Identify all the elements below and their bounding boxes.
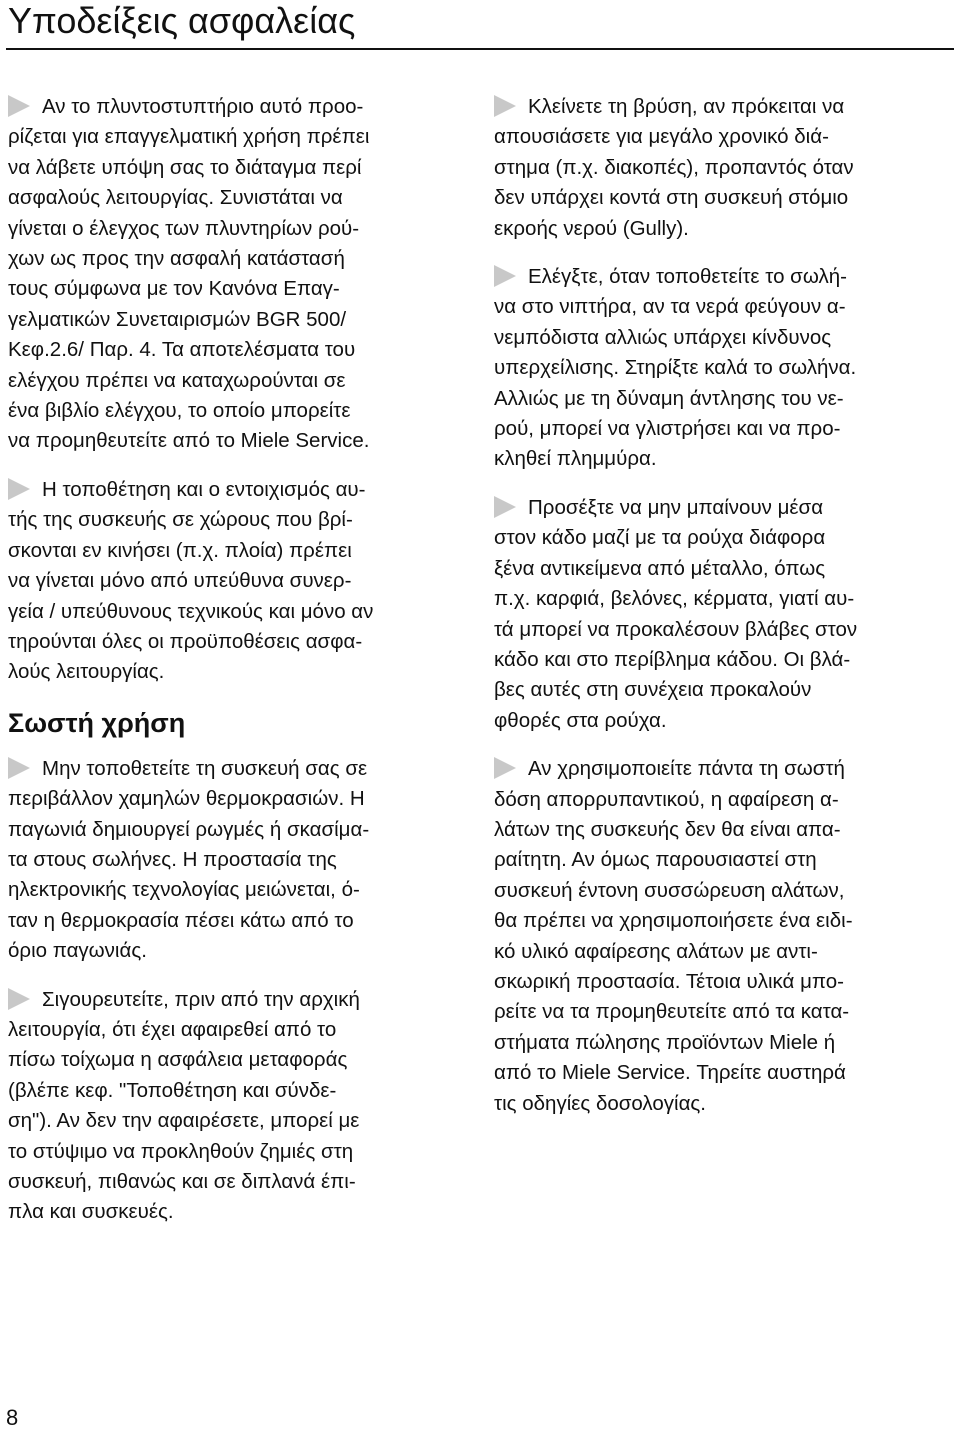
text-line: [494, 384, 952, 414]
section-heading: Σωστή χρήση: [8, 707, 186, 738]
text-line-content: Μην τοποθετείτε τη συσκευή σας σε: [42, 756, 368, 780]
text-line: [8, 305, 468, 335]
text-line-content: συσκευή έντονη συσσώρευση αλάτων,: [494, 878, 845, 902]
text-line-content: τις οδηγίες δοσολογίας.: [494, 1091, 707, 1115]
text-line-content: Σιγουρευτείτε, πριν από την αρχική: [42, 987, 360, 1011]
text-line: [494, 876, 952, 906]
text-line-content: (βλέπε κεφ. "Τοποθέτηση και σύνδε-: [8, 1078, 337, 1102]
text-line-content: τους σύμφωνα με τον Κανόνα Επαγ-: [8, 277, 340, 301]
text-line-content: ασφαλούς λειτουργίας. Συνιστάται να: [8, 186, 343, 210]
text-line-content: τής της συσκευής σε χώρους που βρί-: [8, 508, 353, 532]
text-line: [8, 566, 468, 596]
text-line-content: Κεφ.2.6/ Παρ. 4. Τα αποτελέσματα του: [8, 338, 356, 362]
text-line: [8, 366, 468, 396]
text-line-content: σκονται εν κινήσει (π.χ. πλοία) πρέπει: [8, 538, 352, 562]
text-line: [8, 906, 468, 936]
text-line-content: Ελέγξτε, όταν τοποθετείτε το σωλή-: [528, 265, 847, 289]
text-line: [8, 183, 468, 213]
text-line: [494, 906, 952, 936]
text-line-content: ένα βιβλίο ελέγχου, το οποίο μπορείτε: [8, 399, 351, 423]
text-line: [494, 92, 952, 122]
text-line: [494, 262, 952, 292]
text-line: [494, 1028, 952, 1058]
text-line-content: γίνεται ο έλεγχος των πλυντηρίων ρού-: [8, 216, 360, 240]
text-line: [8, 153, 468, 183]
text-line-content: γελματικών Συνεταιρισμών BGR 500/: [8, 307, 347, 331]
text-line-content: ραίτητη. Αν όμως παρουσιαστεί στη: [494, 848, 817, 872]
text-line: [494, 706, 952, 736]
bullet-triangle-icon: [8, 478, 30, 500]
text-line-content: π.χ. καρφιά, βελόνες, κέρματα, γιατί αυ-: [494, 587, 855, 611]
text-line-content: να λάβετε υπόψη σας το διάταγμα περί: [8, 155, 362, 179]
text-line: [494, 937, 952, 967]
text-line: [8, 985, 468, 1015]
text-line-content: φθορές στα ρούχα.: [494, 708, 667, 732]
text-line: [494, 675, 952, 705]
text-line: [494, 414, 952, 444]
text-line-content: κληθεί πλημμύρα.: [494, 447, 657, 471]
bullet-triangle-icon: [8, 757, 30, 779]
text-line: [8, 505, 468, 535]
text-line: [494, 967, 952, 997]
text-line: [8, 214, 468, 244]
text-line-content: τηρούνται όλες οι προϋποθέσεις ασφα-: [8, 629, 363, 653]
text-line-content: υπερχείλισης. Στηρίξτε καλά το σωλήνα.: [494, 356, 857, 380]
text-line-content: το στύψιμο να προκληθούν ζημιές στη: [8, 1139, 354, 1163]
text-line: [494, 122, 952, 152]
text-line: [8, 122, 468, 152]
page-title: Υποδείξεις ασφαλείας: [8, 0, 356, 41]
text-line-content: ελέγχου πρέπει να καταχωρούνται σε: [8, 368, 346, 392]
text-line-content: να προμηθευτείτε από το Miele Service.: [8, 429, 370, 453]
text-line-content: χων ως προς την ασφαλή κατάστασή: [8, 247, 345, 271]
text-line-content: βες αυτές στη συνέχεια προκαλούν: [494, 678, 812, 702]
text-line: [8, 396, 468, 426]
text-line-content: ηλεκτρονικής τεχνολογίας μειώνεται, ό-: [8, 878, 360, 902]
text-line: [8, 92, 468, 122]
text-line: [8, 627, 468, 657]
text-line: [494, 493, 952, 523]
left-column: [8, 92, 468, 1246]
text-line-content: ρίζεται για επαγγελματική χρήση πρέπει: [8, 125, 370, 149]
text-line-content: να στο νιπτήρα, αν τα νερά φεύγουν α-: [494, 295, 846, 319]
page-number: 8: [6, 1405, 19, 1430]
text-line: [8, 536, 468, 566]
text-line: [8, 1106, 468, 1136]
text-line-content: νεμπόδιστα αλλιώς υπάρχει κίνδυνος: [494, 325, 832, 349]
text-line: [494, 997, 952, 1027]
text-line-content: Αν το πλυντοστυπτήριο αυτό προο-: [42, 95, 364, 118]
text-line: [8, 936, 468, 966]
text-line: [8, 1015, 468, 1045]
text-line-content: θα πρέπει να χρησιμοποιήσετε ένα ειδι-: [494, 909, 853, 933]
text-line: [494, 1058, 952, 1088]
text-line-content: Η τοποθέτηση και ο εντοιχισμός αυ-: [42, 477, 366, 501]
text-line-content: στον κάδο μαζί με τα ρούχα διάφορα: [494, 526, 826, 550]
safety-paragraph: [8, 92, 468, 457]
text-line: [8, 335, 468, 365]
text-line: [8, 597, 468, 627]
text-line-content: Κλείνετε τη βρύση, αν πρόκειται να: [528, 95, 845, 118]
usage-paragraph: [8, 754, 468, 967]
text-line-content: συσκευή, πιθανώς και σε διπλανά έπι-: [8, 1170, 356, 1193]
bullet-triangle-icon: [8, 95, 30, 117]
text-line-content: παγωνιά δημιουργεί ρωγμές ή σκασίμα-: [8, 817, 370, 841]
bullet-triangle-icon: [494, 95, 516, 117]
safety-paragraph: [8, 475, 468, 688]
usage-paragraph: [494, 92, 952, 244]
bullet-triangle-icon: [494, 496, 516, 518]
usage-paragraph: [494, 262, 952, 475]
text-line-content: απουσιάσετε για μεγάλο χρονικό διά-: [494, 125, 829, 149]
text-line: [8, 754, 468, 784]
text-line: [494, 584, 952, 614]
text-line: [494, 845, 952, 875]
text-line: [494, 353, 952, 383]
usage-paragraph: [8, 985, 468, 1228]
text-line: [8, 845, 468, 875]
bullet-triangle-icon: [8, 988, 30, 1010]
bullet-triangle-icon: [494, 757, 516, 779]
text-line-content: λειτουργία, ότι έχει αφαιρεθεί από το: [8, 1017, 337, 1041]
text-line-content: δεν υπάρχει κοντά στη συσκευή στόμιο: [494, 186, 849, 210]
text-line: [494, 153, 952, 183]
text-line-content: ση"). Αν δεν την αφαιρέσετε, μπορεί με: [8, 1109, 360, 1133]
text-line: [494, 754, 952, 784]
text-line-content: Προσέξτε να μην μπαίνουν μέσα: [528, 495, 824, 519]
text-line-content: πλα και συσκευές.: [8, 1200, 174, 1224]
bullet-triangle-icon: [494, 265, 516, 287]
text-line: [8, 875, 468, 905]
usage-paragraph: [494, 493, 952, 736]
text-line: [8, 244, 468, 274]
text-line-content: κό υλικό αφαίρεσης αλάτων με αντι-: [494, 939, 818, 963]
text-line-content: ταν η θερμοκρασία πέσει κάτω από το: [8, 908, 354, 932]
text-line: [8, 426, 468, 456]
text-line: [494, 1089, 952, 1119]
text-line: [8, 1137, 468, 1167]
text-line-content: πίσω τοίχωμα η ασφάλεια μεταφοράς: [8, 1048, 348, 1072]
text-line-content: ρείτε να τα προμηθευτείτε από τα κατα-: [494, 1000, 850, 1024]
text-line: [494, 214, 952, 244]
text-line-content: γεία / υπεύθυνους τεχνικούς και μόνο αν: [8, 599, 374, 623]
usage-paragraph: [494, 754, 952, 1119]
title-divider: [6, 48, 954, 50]
text-line-content: περιβάλλον χαμηλών θερμοκρασιών. Η: [8, 787, 365, 811]
text-line-content: δόση απορρυπαντικού, η αφαίρεση α-: [494, 787, 839, 811]
text-line-content: τά μπορεί να προκαλέσουν βλάβες στον: [494, 617, 858, 641]
text-line-content: στημα (π.χ. διακοπές), προπαντός όταν: [494, 155, 854, 179]
text-line: [494, 615, 952, 645]
text-line-content: σκωρική προστασία. Τέτοια υλικά μπο-: [494, 969, 844, 993]
text-line: [494, 444, 952, 474]
text-line: [494, 554, 952, 584]
text-line: [494, 523, 952, 553]
text-line: [8, 1045, 468, 1075]
text-line: [8, 815, 468, 845]
text-line-content: λάτων της συσκευής δεν θα είναι απα-: [494, 817, 841, 841]
text-line-content: λούς λειτουργίας.: [8, 660, 165, 684]
text-line: [8, 274, 468, 304]
text-line: [494, 183, 952, 213]
text-line-content: τα στους σωλήνες. Η προστασία της: [8, 847, 337, 871]
text-line-content: εκροής νερού (Gully).: [494, 216, 689, 240]
text-line: [8, 1197, 468, 1227]
text-line: [8, 784, 468, 814]
text-line: [494, 785, 952, 815]
text-line: [8, 475, 468, 505]
text-line: [494, 645, 952, 675]
text-line-content: Αν χρησιμοποιείτε πάντα τη σωστή: [528, 757, 845, 781]
text-line-content: ξένα αντικείμενα από μέταλλο, όπως: [494, 556, 826, 580]
text-line: [8, 657, 468, 687]
text-line: [494, 292, 952, 322]
text-line-content: να γίνεται μόνο από υπεύθυνα συνερ-: [8, 569, 352, 593]
text-line-content: ρού, μπορεί να γλιστρήσει και να προ-: [494, 417, 841, 441]
text-line: [494, 815, 952, 845]
text-line-content: στήματα πώλησης προϊόντων Miele ή: [494, 1030, 836, 1054]
right-column: [494, 92, 952, 1137]
text-line-content: Αλλιώς με τη δύναμη άντλησης του νε-: [494, 386, 844, 410]
text-line: [494, 323, 952, 353]
text-line-content: κάδο και στο περίβλημα κάδου. Οι βλά-: [494, 647, 851, 671]
text-line: [8, 1167, 468, 1197]
text-line: [8, 1076, 468, 1106]
text-line-content: όριο παγωνιάς.: [8, 939, 147, 963]
text-line-content: από το Miele Service. Τηρείτε αυστηρά: [494, 1061, 846, 1085]
